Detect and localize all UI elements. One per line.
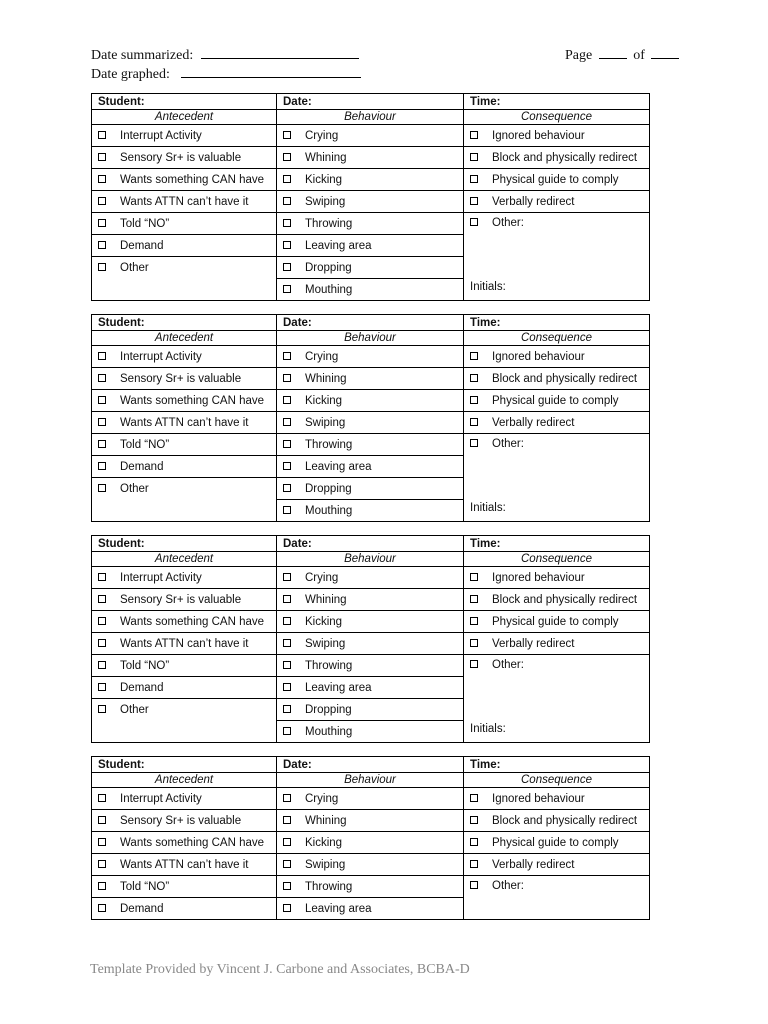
checkbox[interactable] [470,153,478,161]
behaviour-option-label: Throwing [305,438,353,451]
checkbox[interactable] [98,904,106,912]
checkbox[interactable] [98,440,106,448]
antecedent-option [92,169,277,191]
antecedent-option [92,257,277,279]
checkbox[interactable] [470,352,478,360]
behaviour-option-label: Throwing [305,659,353,672]
antecedent-option-label: Wants ATTN can’t have it [120,637,249,650]
behaviour-option-label: Swiping [305,195,346,208]
student-label: Student: [98,758,145,771]
checkbox[interactable] [98,484,106,492]
consequence-other-label: Other: [492,659,524,671]
consequence-option [464,589,650,611]
checkbox[interactable] [98,639,106,647]
consequence-option [464,832,650,854]
footer-credit: Template Provided by Vincent J. Carbone and Associates, BCBA-D [90,962,470,977]
behaviour-option [277,279,464,301]
time-field[interactable] [464,536,650,552]
consequence-other [464,213,650,301]
checkbox[interactable] [98,197,106,205]
checkbox[interactable] [283,241,291,249]
behaviour-option-label: Kicking [305,173,343,186]
behaviour-option [277,721,464,743]
date-graphed-field[interactable] [181,65,361,78]
behaviour-option-label: Crying [305,350,339,363]
checkbox[interactable] [470,396,478,404]
behaviour-heading: Behaviour [277,331,464,346]
antecedent-heading: Antecedent [92,552,277,567]
behaviour-option-label: Swiping [305,416,346,429]
consequence-heading: Consequence [464,773,650,788]
date-summarized-label: Date summarized: [91,48,194,63]
consequence-option [464,854,650,876]
student-field[interactable] [92,315,277,331]
behaviour-option [277,390,464,412]
consequence-option [464,611,650,633]
consequence-option [464,346,650,368]
behaviour-option [277,478,464,500]
student-field[interactable] [92,94,277,110]
antecedent-option-label: Other [120,703,149,716]
checkbox[interactable] [470,660,478,668]
checkbox[interactable] [283,506,291,514]
behaviour-option-label: Throwing [305,217,353,230]
antecedent-option-label: Interrupt Activity [120,129,202,142]
checkbox[interactable] [470,881,478,889]
consequence-option [464,147,650,169]
antecedent-option [92,788,277,810]
checkbox[interactable] [470,816,478,824]
abc-data-table [91,314,650,522]
antecedent-option-label: Demand [120,239,164,252]
antecedent-option-label: Sensory Sr+ is valuable [120,814,242,827]
antecedent-heading: Antecedent [92,110,277,125]
behaviour-option-label: Whining [305,593,347,606]
checkbox[interactable] [283,683,291,691]
antecedent-option [92,368,277,390]
checkbox[interactable] [283,617,291,625]
date-label: Date: [283,537,312,550]
antecedent-option [92,854,277,876]
antecedent-option [92,147,277,169]
checkbox[interactable] [98,219,106,227]
behaviour-heading: Behaviour [277,773,464,788]
checkbox[interactable] [283,705,291,713]
behaviour-option [277,832,464,854]
date-field[interactable] [277,315,464,331]
behaviour-option-label: Mouthing [305,725,353,738]
behaviour-option [277,456,464,478]
behaviour-option-label: Leaving area [305,681,372,694]
consequence-option-label: Block and physically redirect [492,372,638,385]
date-summarized-field[interactable] [201,46,359,59]
checkbox[interactable] [470,418,478,426]
consequence-option-label: Block and physically redirect [492,593,638,606]
date-label: Date: [283,758,312,771]
antecedent-option-label: Demand [120,902,164,915]
consequence-other-label: Other: [492,880,524,892]
antecedent-option-label: Demand [120,681,164,694]
antecedent-option [92,567,277,589]
consequence-option-label: Verbally redirect [492,416,575,429]
antecedent-option [92,390,277,412]
checkbox[interactable] [283,352,291,360]
antecedent-option [92,655,277,677]
time-field[interactable] [464,757,650,773]
behaviour-option [277,655,464,677]
student-field[interactable] [92,757,277,773]
consequence-option-label: Physical guide to comply [492,394,619,407]
behaviour-option [277,346,464,368]
checkbox[interactable] [283,219,291,227]
checkbox[interactable] [98,882,106,890]
antecedent-option-label: Told “NO” [120,438,170,451]
consequence-option [464,412,650,434]
consequence-option [464,788,650,810]
antecedent-blank [92,721,277,743]
behaviour-option [277,788,464,810]
checkbox[interactable] [283,904,291,912]
checkbox[interactable] [283,484,291,492]
checkbox[interactable] [470,860,478,868]
checkbox[interactable] [470,639,478,647]
consequence-option [464,567,650,589]
student-label: Student: [98,316,145,329]
antecedent-option-label: Sensory Sr+ is valuable [120,372,242,385]
abc-data-table [91,756,650,920]
behaviour-option [277,125,464,147]
antecedent-option [92,478,277,500]
checkbox[interactable] [283,838,291,846]
checkbox[interactable] [470,573,478,581]
behaviour-option [277,169,464,191]
checkbox[interactable] [98,573,106,581]
behaviour-option-label: Crying [305,792,339,805]
behaviour-option [277,699,464,721]
antecedent-option-label: Interrupt Activity [120,571,202,584]
behaviour-option [277,810,464,832]
checkbox[interactable] [283,153,291,161]
student-label: Student: [98,537,145,550]
consequence-option-label: Block and physically redirect [492,814,638,827]
antecedent-option-label: Sensory Sr+ is valuable [120,151,242,164]
antecedent-option-label: Other [120,261,149,274]
consequence-option-label: Ignored behaviour [492,129,585,142]
consequence-option-label: Physical guide to comply [492,615,619,628]
antecedent-blank [92,500,277,522]
date-field[interactable] [277,94,464,110]
page-number-field[interactable] [599,46,627,59]
behaviour-option-label: Kicking [305,615,343,628]
antecedent-option [92,191,277,213]
antecedent-option-label: Wants ATTN can’t have it [120,858,249,871]
time-field[interactable] [464,94,650,110]
checkbox[interactable] [283,175,291,183]
antecedent-option [92,832,277,854]
checkbox[interactable] [98,661,106,669]
consequence-option [464,368,650,390]
antecedent-heading: Antecedent [92,773,277,788]
initials-label: Initials: [470,281,506,293]
behaviour-option-label: Mouthing [305,504,353,517]
behaviour-option-label: Whining [305,372,347,385]
antecedent-option-label: Wants ATTN can’t have it [120,195,249,208]
checkbox[interactable] [98,263,106,271]
date-summarized-line [91,46,359,64]
consequence-option-label: Verbally redirect [492,858,575,871]
behaviour-option [277,854,464,876]
checkbox[interactable] [283,418,291,426]
of-label: of [633,48,645,63]
behaviour-option-label: Kicking [305,836,343,849]
checkbox[interactable] [283,639,291,647]
behaviour-option-label: Dropping [305,482,352,495]
antecedent-option-label: Told “NO” [120,659,170,672]
checkbox[interactable] [283,285,291,293]
checkbox[interactable] [98,153,106,161]
checkbox[interactable] [470,617,478,625]
checkbox[interactable] [470,218,478,226]
antecedent-option [92,434,277,456]
behaviour-option [277,368,464,390]
antecedent-option-label: Wants something CAN have [120,394,265,407]
behaviour-option [277,257,464,279]
antecedent-option-label: Wants something CAN have [120,836,265,849]
behaviour-option-label: Whining [305,151,347,164]
consequence-option-label: Verbally redirect [492,637,575,650]
page-counter [565,46,679,64]
time-label: Time: [470,758,501,771]
behaviour-option-label: Swiping [305,858,346,871]
initials-label: Initials: [470,502,506,514]
checkbox[interactable] [98,617,106,625]
checkbox[interactable] [283,396,291,404]
checkbox[interactable] [283,197,291,205]
checkbox[interactable] [98,241,106,249]
behaviour-option [277,611,464,633]
time-field[interactable] [464,315,650,331]
behaviour-heading: Behaviour [277,110,464,125]
behaviour-heading: Behaviour [277,552,464,567]
behaviour-option [277,147,464,169]
consequence-heading: Consequence [464,331,650,346]
checkbox[interactable] [470,439,478,447]
consequence-option-label: Block and physically redirect [492,151,638,164]
checkbox[interactable] [98,705,106,713]
antecedent-heading: Antecedent [92,331,277,346]
consequence-other [464,876,650,920]
checkbox[interactable] [98,418,106,426]
date-label: Date: [283,95,312,108]
checkbox[interactable] [98,816,106,824]
checkbox[interactable] [470,794,478,802]
page-total-field[interactable] [651,46,679,59]
consequence-option-label: Physical guide to comply [492,836,619,849]
student-label: Student: [98,95,145,108]
antecedent-option [92,412,277,434]
checkbox[interactable] [283,374,291,382]
antecedent-option-label: Wants something CAN have [120,615,265,628]
behaviour-option [277,191,464,213]
checkbox[interactable] [283,882,291,890]
date-label: Date: [283,316,312,329]
time-label: Time: [470,316,501,329]
time-label: Time: [470,537,501,550]
date-graphed-line [91,65,361,83]
behaviour-option-label: Dropping [305,261,352,274]
checkbox[interactable] [98,396,106,404]
antecedent-blank [92,279,277,301]
antecedent-option-label: Other [120,482,149,495]
checkbox[interactable] [470,595,478,603]
antecedent-option [92,125,277,147]
checkbox[interactable] [98,794,106,802]
antecedent-option [92,346,277,368]
checkbox[interactable] [283,794,291,802]
abc-data-table [91,93,650,301]
antecedent-option [92,456,277,478]
antecedent-option [92,213,277,235]
checkbox[interactable] [98,462,106,470]
checkbox[interactable] [98,352,106,360]
checkbox[interactable] [283,727,291,735]
behaviour-option-label: Swiping [305,637,346,650]
time-label: Time: [470,95,501,108]
consequence-option [464,191,650,213]
checkbox[interactable] [98,838,106,846]
checkbox[interactable] [98,595,106,603]
behaviour-option-label: Whining [305,814,347,827]
checkbox[interactable] [470,175,478,183]
behaviour-option [277,412,464,434]
behaviour-option-label: Mouthing [305,283,353,296]
checkbox[interactable] [283,595,291,603]
antecedent-option-label: Told “NO” [120,217,170,230]
page-label: Page [565,48,593,63]
checkbox[interactable] [98,860,106,868]
behaviour-option [277,633,464,655]
behaviour-option [277,589,464,611]
behaviour-option [277,567,464,589]
checkbox[interactable] [283,462,291,470]
antecedent-option [92,235,277,257]
student-field[interactable] [92,536,277,552]
checkbox[interactable] [283,263,291,271]
antecedent-option-label: Demand [120,460,164,473]
checkbox[interactable] [283,661,291,669]
checkbox[interactable] [283,440,291,448]
antecedent-option [92,699,277,721]
consequence-other-label: Other: [492,217,524,229]
consequence-option [464,390,650,412]
consequence-option-label: Ignored behaviour [492,571,585,584]
consequence-option-label: Physical guide to comply [492,173,619,186]
checkbox[interactable] [283,573,291,581]
antecedent-option-label: Wants something CAN have [120,173,265,186]
antecedent-option-label: Interrupt Activity [120,350,202,363]
date-graphed-label: Date graphed: [91,67,170,82]
checkbox[interactable] [98,683,106,691]
consequence-option [464,810,650,832]
behaviour-option [277,434,464,456]
consequence-heading: Consequence [464,110,650,125]
consequence-option [464,125,650,147]
antecedent-option-label: Sensory Sr+ is valuable [120,593,242,606]
behaviour-option-label: Leaving area [305,239,372,252]
behaviour-option [277,500,464,522]
checkbox[interactable] [470,131,478,139]
antecedent-option [92,633,277,655]
consequence-option [464,633,650,655]
abc-data-table [91,535,650,743]
consequence-option [464,169,650,191]
behaviour-option-label: Dropping [305,703,352,716]
checkbox[interactable] [98,131,106,139]
antecedent-option-label: Told “NO” [120,880,170,893]
antecedent-option [92,810,277,832]
antecedent-option [92,876,277,898]
checkbox[interactable] [98,175,106,183]
behaviour-option-label: Leaving area [305,460,372,473]
consequence-option-label: Verbally redirect [492,195,575,208]
behaviour-option [277,235,464,257]
antecedent-option [92,589,277,611]
checkbox[interactable] [283,816,291,824]
checkbox[interactable] [98,374,106,382]
behaviour-option [277,876,464,898]
consequence-option-label: Ignored behaviour [492,792,585,805]
checkbox[interactable] [283,860,291,868]
behaviour-option [277,213,464,235]
checkbox[interactable] [283,131,291,139]
checkbox[interactable] [470,374,478,382]
antecedent-option [92,898,277,920]
antecedent-option [92,611,277,633]
checkbox[interactable] [470,838,478,846]
initials-label: Initials: [470,723,506,735]
behaviour-option-label: Crying [305,571,339,584]
behaviour-option-label: Kicking [305,394,343,407]
behaviour-option-label: Leaving area [305,902,372,915]
behaviour-option-label: Crying [305,129,339,142]
behaviour-option [277,898,464,920]
checkbox[interactable] [470,197,478,205]
consequence-other-label: Other: [492,438,524,450]
antecedent-option-label: Interrupt Activity [120,792,202,805]
date-field[interactable] [277,536,464,552]
behaviour-option-label: Throwing [305,880,353,893]
antecedent-option [92,677,277,699]
consequence-other [464,655,650,743]
antecedent-option-label: Wants ATTN can’t have it [120,416,249,429]
consequence-other [464,434,650,522]
consequence-heading: Consequence [464,552,650,567]
consequence-option-label: Ignored behaviour [492,350,585,363]
behaviour-option [277,677,464,699]
date-field[interactable] [277,757,464,773]
